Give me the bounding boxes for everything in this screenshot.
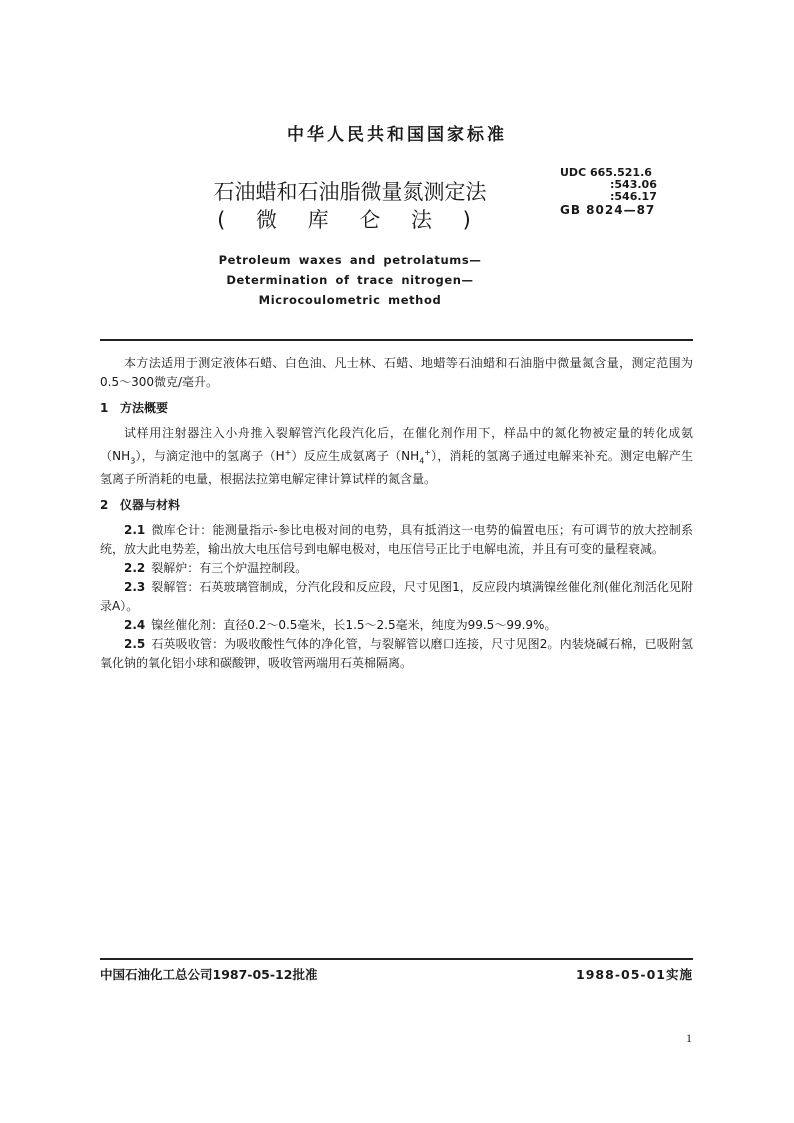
title-en-line-2: Determination of trace nitrogen— — [226, 273, 474, 287]
method-text-3: ）反应生成氨离子（NH — [291, 449, 420, 463]
udc-code-sub-1: :543.06 — [610, 178, 657, 191]
title-en-line-1: Petroleum waxes and petrolatums— — [218, 253, 482, 267]
document-title-en — [120, 250, 580, 310]
nh4-subscript: 4 — [419, 456, 425, 466]
effective-date: 1988-05-01实施 — [576, 967, 693, 982]
nh4-superscript: + — [424, 448, 431, 457]
classification-block — [560, 167, 700, 216]
gb-number: GB 8024—87 — [560, 203, 656, 217]
method-text-2: ），与滴定池中的氢离子（H — [135, 449, 285, 463]
item-number: 2.4 — [124, 618, 146, 633]
udc-code-sub-2: :546.17 — [610, 190, 657, 203]
item-text: 微库仑计：能测量指示-参比电极对间的电势，具有抵消这一电势的偏置电压；有可调节的放大控制系统，放大此电势差，输出放大电压信号到电解电极对，电压信号正比于电解电流，并且有可变的量程衰减。 — [100, 523, 693, 557]
h-superscript: + — [284, 448, 292, 457]
approval-date: 中国石油化工总公司1987-05-12批准 — [100, 967, 318, 982]
section-1-heading — [100, 399, 693, 418]
section-2-heading — [100, 496, 693, 515]
item-number: 2.1 — [124, 523, 146, 538]
page-number: 1 — [686, 1031, 692, 1045]
item-2-5 — [100, 635, 693, 673]
nh3-subscript: 3 — [130, 456, 136, 466]
method-text-4: ），消耗的氢离子通过电解来补充。测定电解产生氢离子所消耗的电量，根据法拉第电解定律计算试样的氮含量。 — [100, 449, 693, 487]
document-title-zh: 石油蜡和石油脂微量氮测定法 — [213, 180, 487, 204]
national-standard-heading: 中华人民共和国国家标准 — [287, 125, 507, 145]
item-2-1 — [100, 521, 693, 559]
item-text: 镍丝催化剂：直径0.2～0.5毫米，长1.5～2.5毫米，纯度为99.5～99.9%。 — [151, 618, 557, 633]
top-divider — [100, 339, 693, 341]
method-text-1: 试样用注射器注入小舟推入裂解管汽化段汽化后，在催化剂作用下，样品中的氮化物被定量的转化成氨（NH — [100, 426, 693, 463]
bottom-divider — [100, 958, 693, 960]
item-number: 2.5 — [124, 637, 146, 652]
item-text: 裂解管：石英玻璃管制成，分汽化段和反应段，尺寸见图1，反应段内填满镍丝催化剂(催化剂活化见附录A）。 — [100, 580, 693, 614]
document-subtitle-zh: ( 微 库 仑 法 ) — [217, 208, 483, 232]
item-number: 2.3 — [124, 580, 146, 595]
section-2-number: 2 — [100, 498, 109, 513]
section-2-title: 仪器与材料 — [120, 498, 181, 513]
item-2-3 — [100, 578, 693, 616]
item-2-2 — [100, 559, 693, 578]
section-1-paragraph — [100, 424, 693, 489]
item-text: 石英吸收管：为吸收酸性气体的净化管，与裂解管以磨口连接，尺寸见图2。内装烧碱石棉，已吸附氢氧化钠的氧化铝小球和碳酸钾，吸收管两端用石英棉隔离。 — [100, 637, 693, 671]
scope-paragraph: 本方法适用于测定液体石蜡、白色油、凡士林、石蜡、地蜡等石油蜡和石油脂中微量氮含量，测定范围为0.5～300微克/毫升。 — [100, 356, 693, 389]
document-body — [100, 354, 693, 673]
udc-code: UDC 665.521.6 — [560, 166, 652, 179]
item-2-4 — [100, 616, 693, 635]
item-number: 2.2 — [124, 561, 146, 576]
item-text: 裂解炉：有三个炉温控制段。 — [151, 561, 308, 576]
section-1-number: 1 — [100, 401, 109, 415]
title-en-line-3: Microcoulometric method — [258, 293, 442, 307]
section-1-title: 方法概要 — [120, 401, 169, 415]
